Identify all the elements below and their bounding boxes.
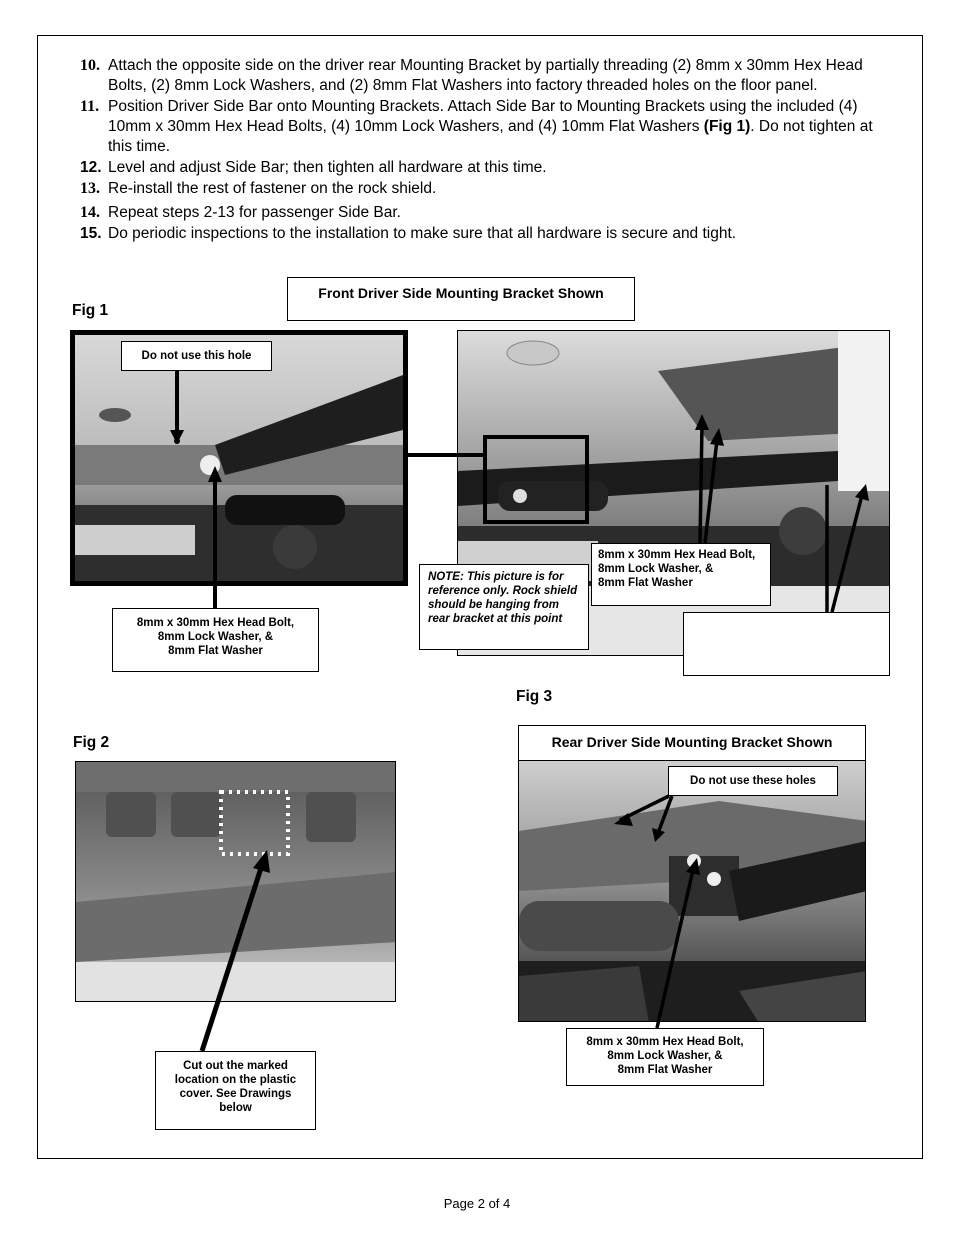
fig3-title-box xyxy=(518,725,866,761)
callout-line: 8mm Flat Washer xyxy=(598,577,693,589)
fig3-callout-holes-text: Do not use these holes xyxy=(690,775,816,787)
fig1-label: Fig 1 xyxy=(72,302,109,319)
fig1-title: Front Driver Side Mounting Bracket Shown xyxy=(318,285,604,301)
step-number: 14. xyxy=(80,204,100,221)
fig3-photo-rear xyxy=(518,760,866,1022)
step-text: Position Driver Side Bar onto Mounting Brackets. Attach Side Bar to Mounting Brackets using the included (4) 10mm x 30mm Hex Head Bolts, (4) 10mm Lock Washers, and (4) 10mm Flat Washers xyxy=(108,98,858,135)
step-number: 15. xyxy=(80,225,102,242)
fig1-title-box xyxy=(287,277,635,321)
step-number: 11. xyxy=(80,98,100,115)
step-number: 10. xyxy=(80,57,100,74)
step-number: 12. xyxy=(80,159,102,176)
fig1-callout-hardware xyxy=(112,608,319,672)
fig3-callout-bottom xyxy=(566,1028,764,1086)
step-text: Do periodic inspections to the installation to make sure that all hardware is secure and tight. xyxy=(108,225,737,242)
fig3-callout-hardware xyxy=(591,543,771,606)
step-13 xyxy=(80,179,880,199)
step-12 xyxy=(80,158,880,178)
fig1-callout-hole-text: Do not use this hole xyxy=(141,350,252,362)
instruction-steps xyxy=(80,56,880,245)
fig1-callout-hole xyxy=(121,341,272,371)
page-footer: Page 2 of 4 xyxy=(443,1196,511,1211)
fig3-title: Rear Driver Side Mounting Bracket Shown xyxy=(551,734,833,750)
step-text: Attach the opposite side on the driver rear Mounting Bracket by partially threading (2) 8mm x 30mm Hex Head Bolts, (2) 8mm Lock Washers, and (2) 8mm Flat Washers into factory threaded holes on the floor panel. xyxy=(108,57,863,94)
step-text: Re-install the rest of fastener on the rock shield. xyxy=(108,180,437,197)
callout-line: 8mm Flat Washer xyxy=(168,645,263,657)
step-number: 13. xyxy=(80,180,100,197)
step-text: Repeat steps 2-13 for passenger Side Bar. xyxy=(108,204,401,221)
callout-line: 8mm x 30mm Hex Head Bolt, xyxy=(136,617,295,629)
step-10 xyxy=(80,56,880,96)
step-11 xyxy=(80,97,880,157)
step-text-tail: . Do not tighten at this time. xyxy=(108,118,873,155)
fig2-label: Fig 2 xyxy=(73,734,110,751)
fig3-note-box xyxy=(419,564,589,650)
callout-line: 8mm Lock Washer, & xyxy=(157,631,274,643)
fig3-callout-holes xyxy=(668,766,838,796)
callout-line: 8mm Lock Washer, & xyxy=(607,1050,723,1062)
fig3-empty-callout xyxy=(683,612,890,676)
step-14 xyxy=(80,203,880,223)
fig2-callout-text: Cut out the marked location on the plastic cover. See Drawings below xyxy=(174,1060,297,1114)
step-fig-ref: (Fig 1) xyxy=(703,118,751,135)
fig3-label: Fig 3 xyxy=(516,688,553,705)
fig2-callout xyxy=(155,1051,316,1130)
fig3-note: NOTE: This picture is for reference only. Rock shield should be hanging from rear bracket at this point xyxy=(428,571,578,625)
callout-line: 8mm Flat Washer xyxy=(617,1064,713,1076)
fig2-photo xyxy=(75,761,396,1002)
step-15 xyxy=(80,224,880,244)
callout-line: 8mm x 30mm Hex Head Bolt, xyxy=(586,1036,744,1048)
callout-line: 8mm x 30mm Hex Head Bolt, xyxy=(598,549,756,561)
callout-line: 8mm Lock Washer, & xyxy=(598,563,714,575)
step-text: Level and adjust Side Bar; then tighten all hardware at this time. xyxy=(108,159,547,176)
